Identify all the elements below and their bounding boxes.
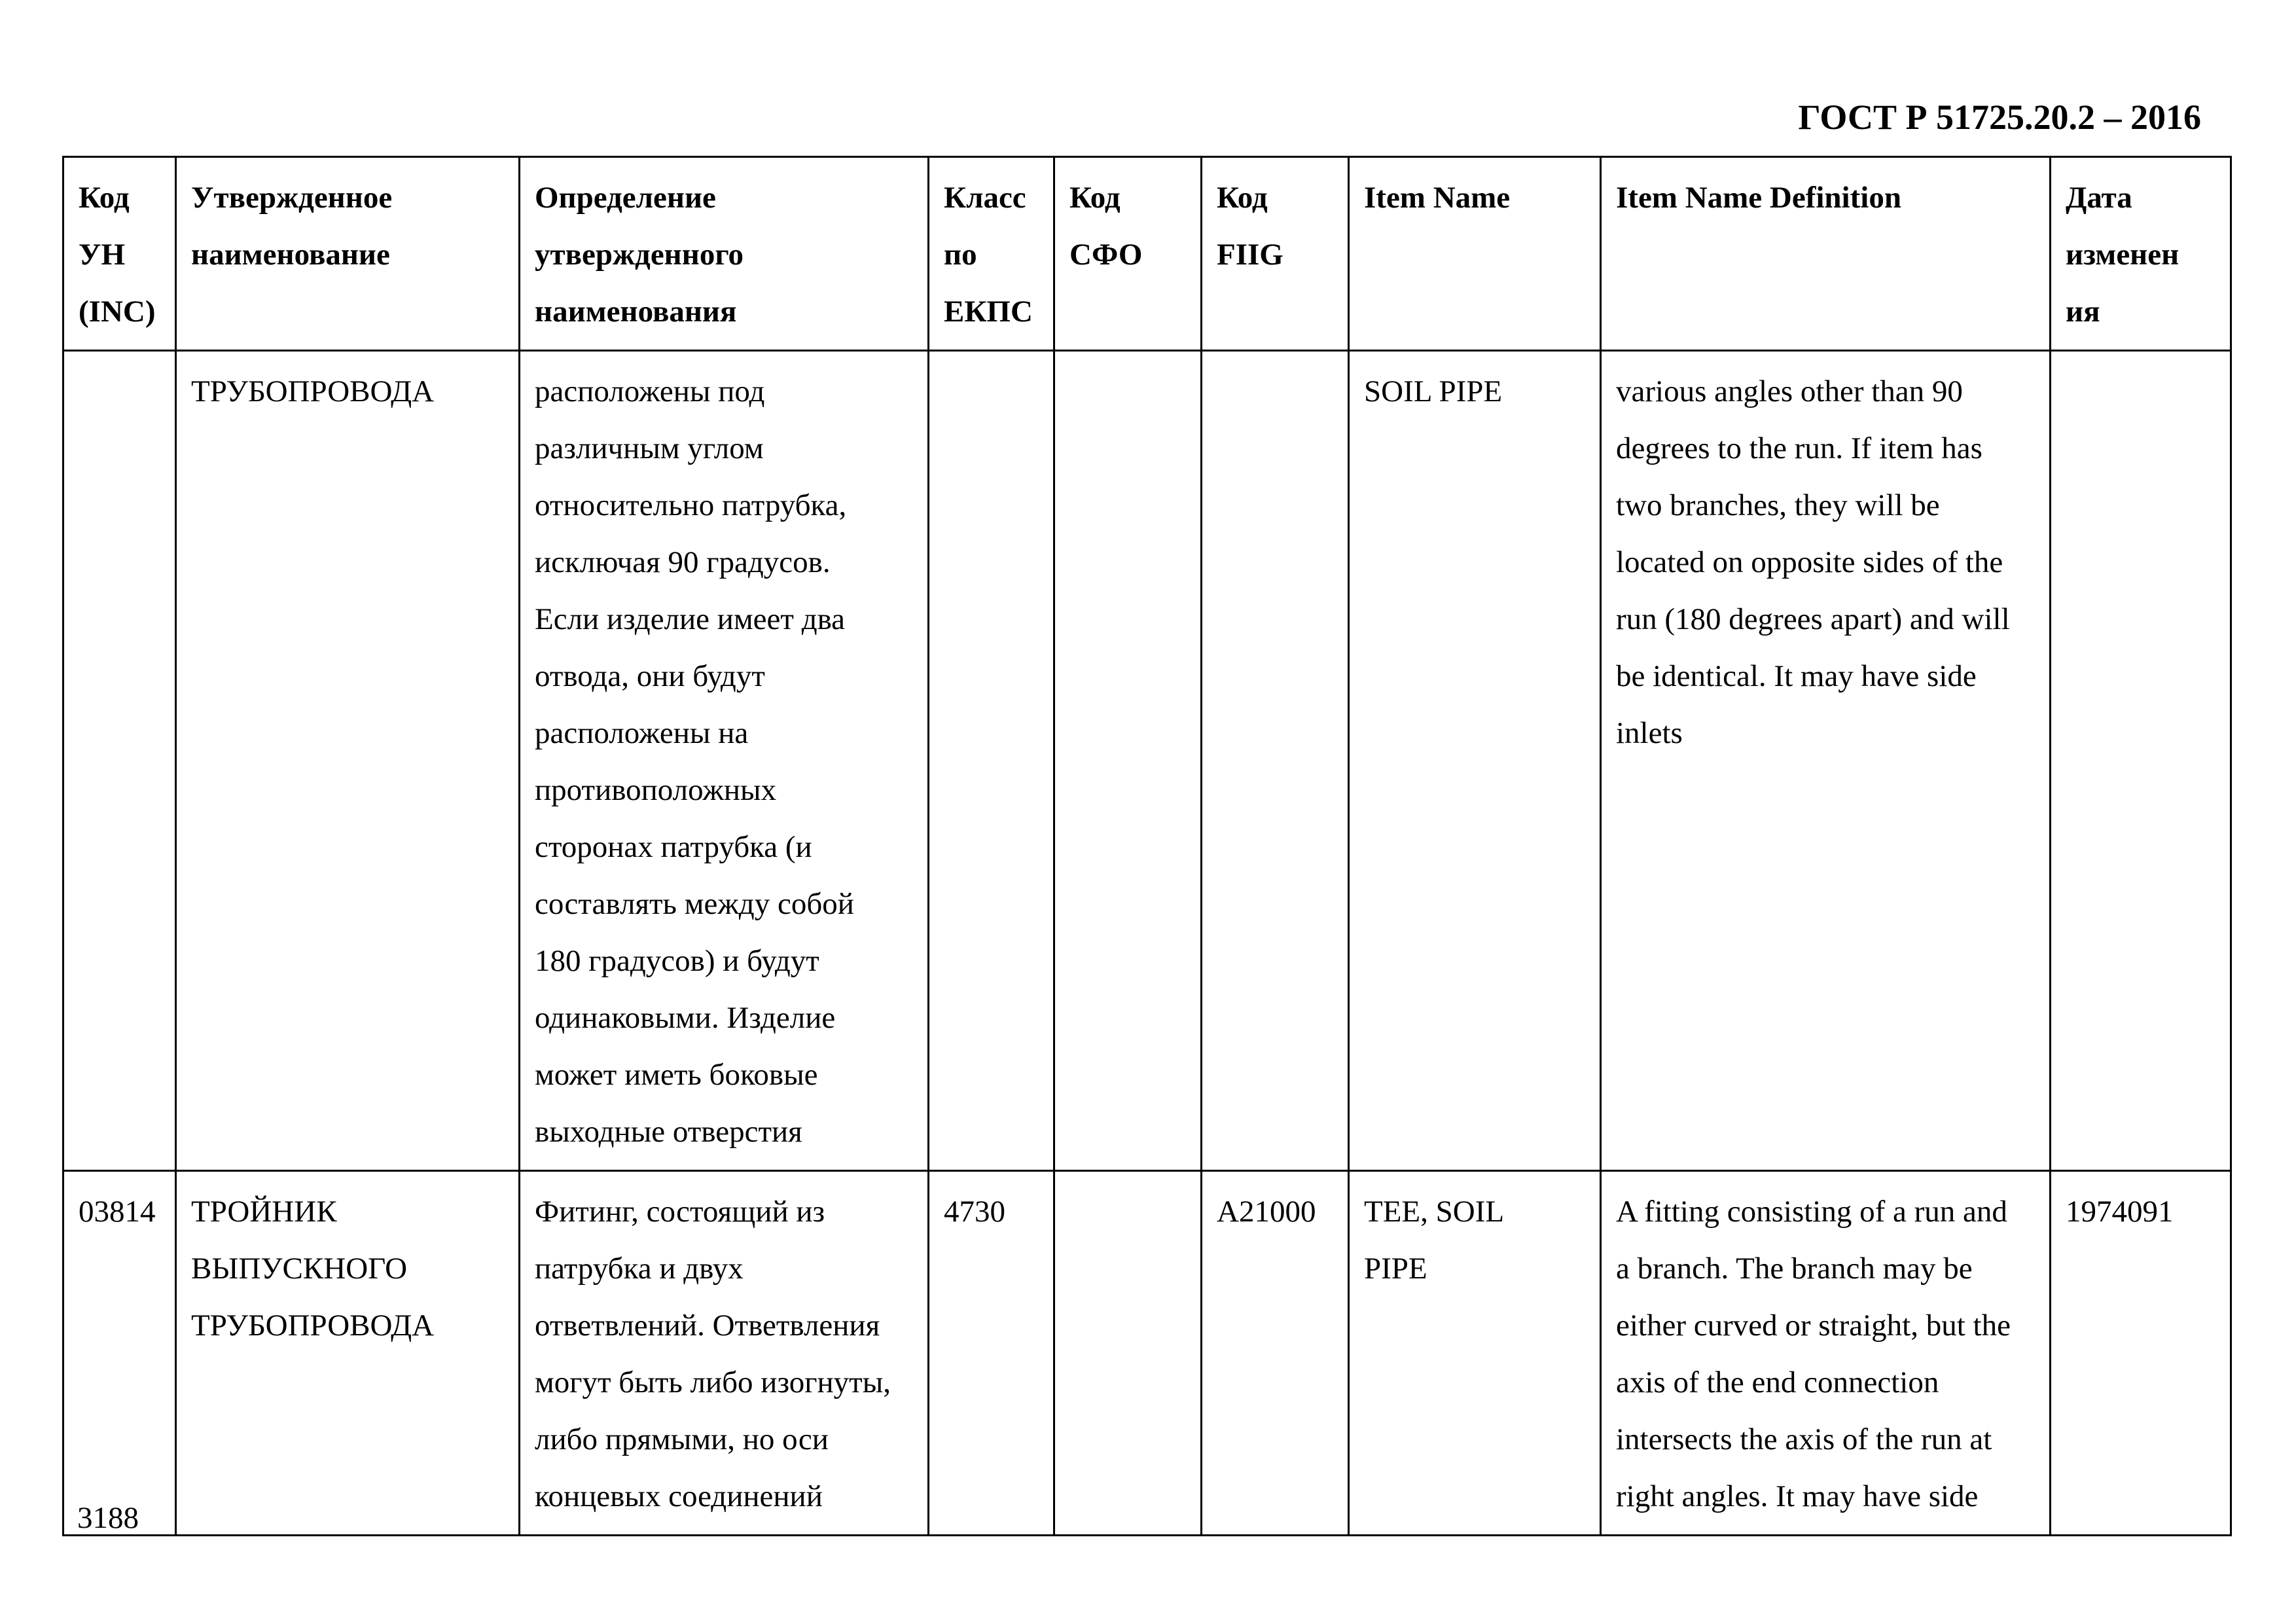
cell-definition: Фитинг, состоящий из патрубка и двух ответвлений. Ответвления могут быть либо изогнуты, либо прямыми, но оси концевых соединений [520,1171,929,1536]
page-number: 3188 [77,1501,139,1535]
header-inc: Код УН (INC) [63,157,176,351]
header-fiig: Код FIIG [1202,157,1349,351]
cell-date: 1974091 [2051,1171,2231,1536]
cell-date [2051,351,2231,1171]
cell-fiig: A21000 [1202,1171,1349,1536]
cell-sfo [1054,351,1202,1171]
table-header-row [63,157,2231,351]
document-title: ГОСТ Р 51725.20.2 – 2016 [1798,98,2201,137]
cell-item-name-definition: A fitting consisting of a run and a branch. The branch may be either curved or straight, but the axis of the end connection intersects the axis of the run at right angles. It may have side [1601,1171,2051,1536]
header-item-name: Item Name [1349,157,1601,351]
cell-approved-name: ТРОЙНИК ВЫПУСКНОГО ТРУБОПРОВОДА [176,1171,520,1536]
cell-definition: расположены под различным углом относительно патрубка, исключая 90 градусов. Если изделие имеет два отвода, они будут расположены на противоположных сторонах патрубка (и составлять между собой 180 градусов) и будут одинаковыми. Изделие может иметь боковые выходные отверстия [520,351,929,1171]
cell-class: 4730 [929,1171,1054,1536]
cell-class [929,351,1054,1171]
catalog-table [62,156,2232,1536]
table-row [63,351,2231,1171]
table-row [63,1171,2231,1536]
cell-item-name: TEE, SOIL PIPE [1349,1171,1601,1536]
cell-item-name: SOIL PIPE [1349,351,1601,1171]
cell-item-name-definition: various angles other than 90 degrees to the run. If item has two branches, they will be located on opposite sides of the run (180 degrees apart) and will be identical. It may have side inlets [1601,351,2051,1171]
header-approved-name: Утвержденное наименование [176,157,520,351]
header-item-name-definition: Item Name Definition [1601,157,2051,351]
header-sfo: Код СФО [1054,157,1202,351]
cell-fiig [1202,351,1349,1171]
cell-inc: 03814 [63,1171,176,1536]
header-date: Дата изменен ия [2051,157,2231,351]
cell-approved-name: ТРУБОПРОВОДА [176,351,520,1171]
header-definition: Определение утвержденного наименования [520,157,929,351]
cell-inc [63,351,176,1171]
header-class: Класс по ЕКПС [929,157,1054,351]
cell-sfo [1054,1171,1202,1536]
